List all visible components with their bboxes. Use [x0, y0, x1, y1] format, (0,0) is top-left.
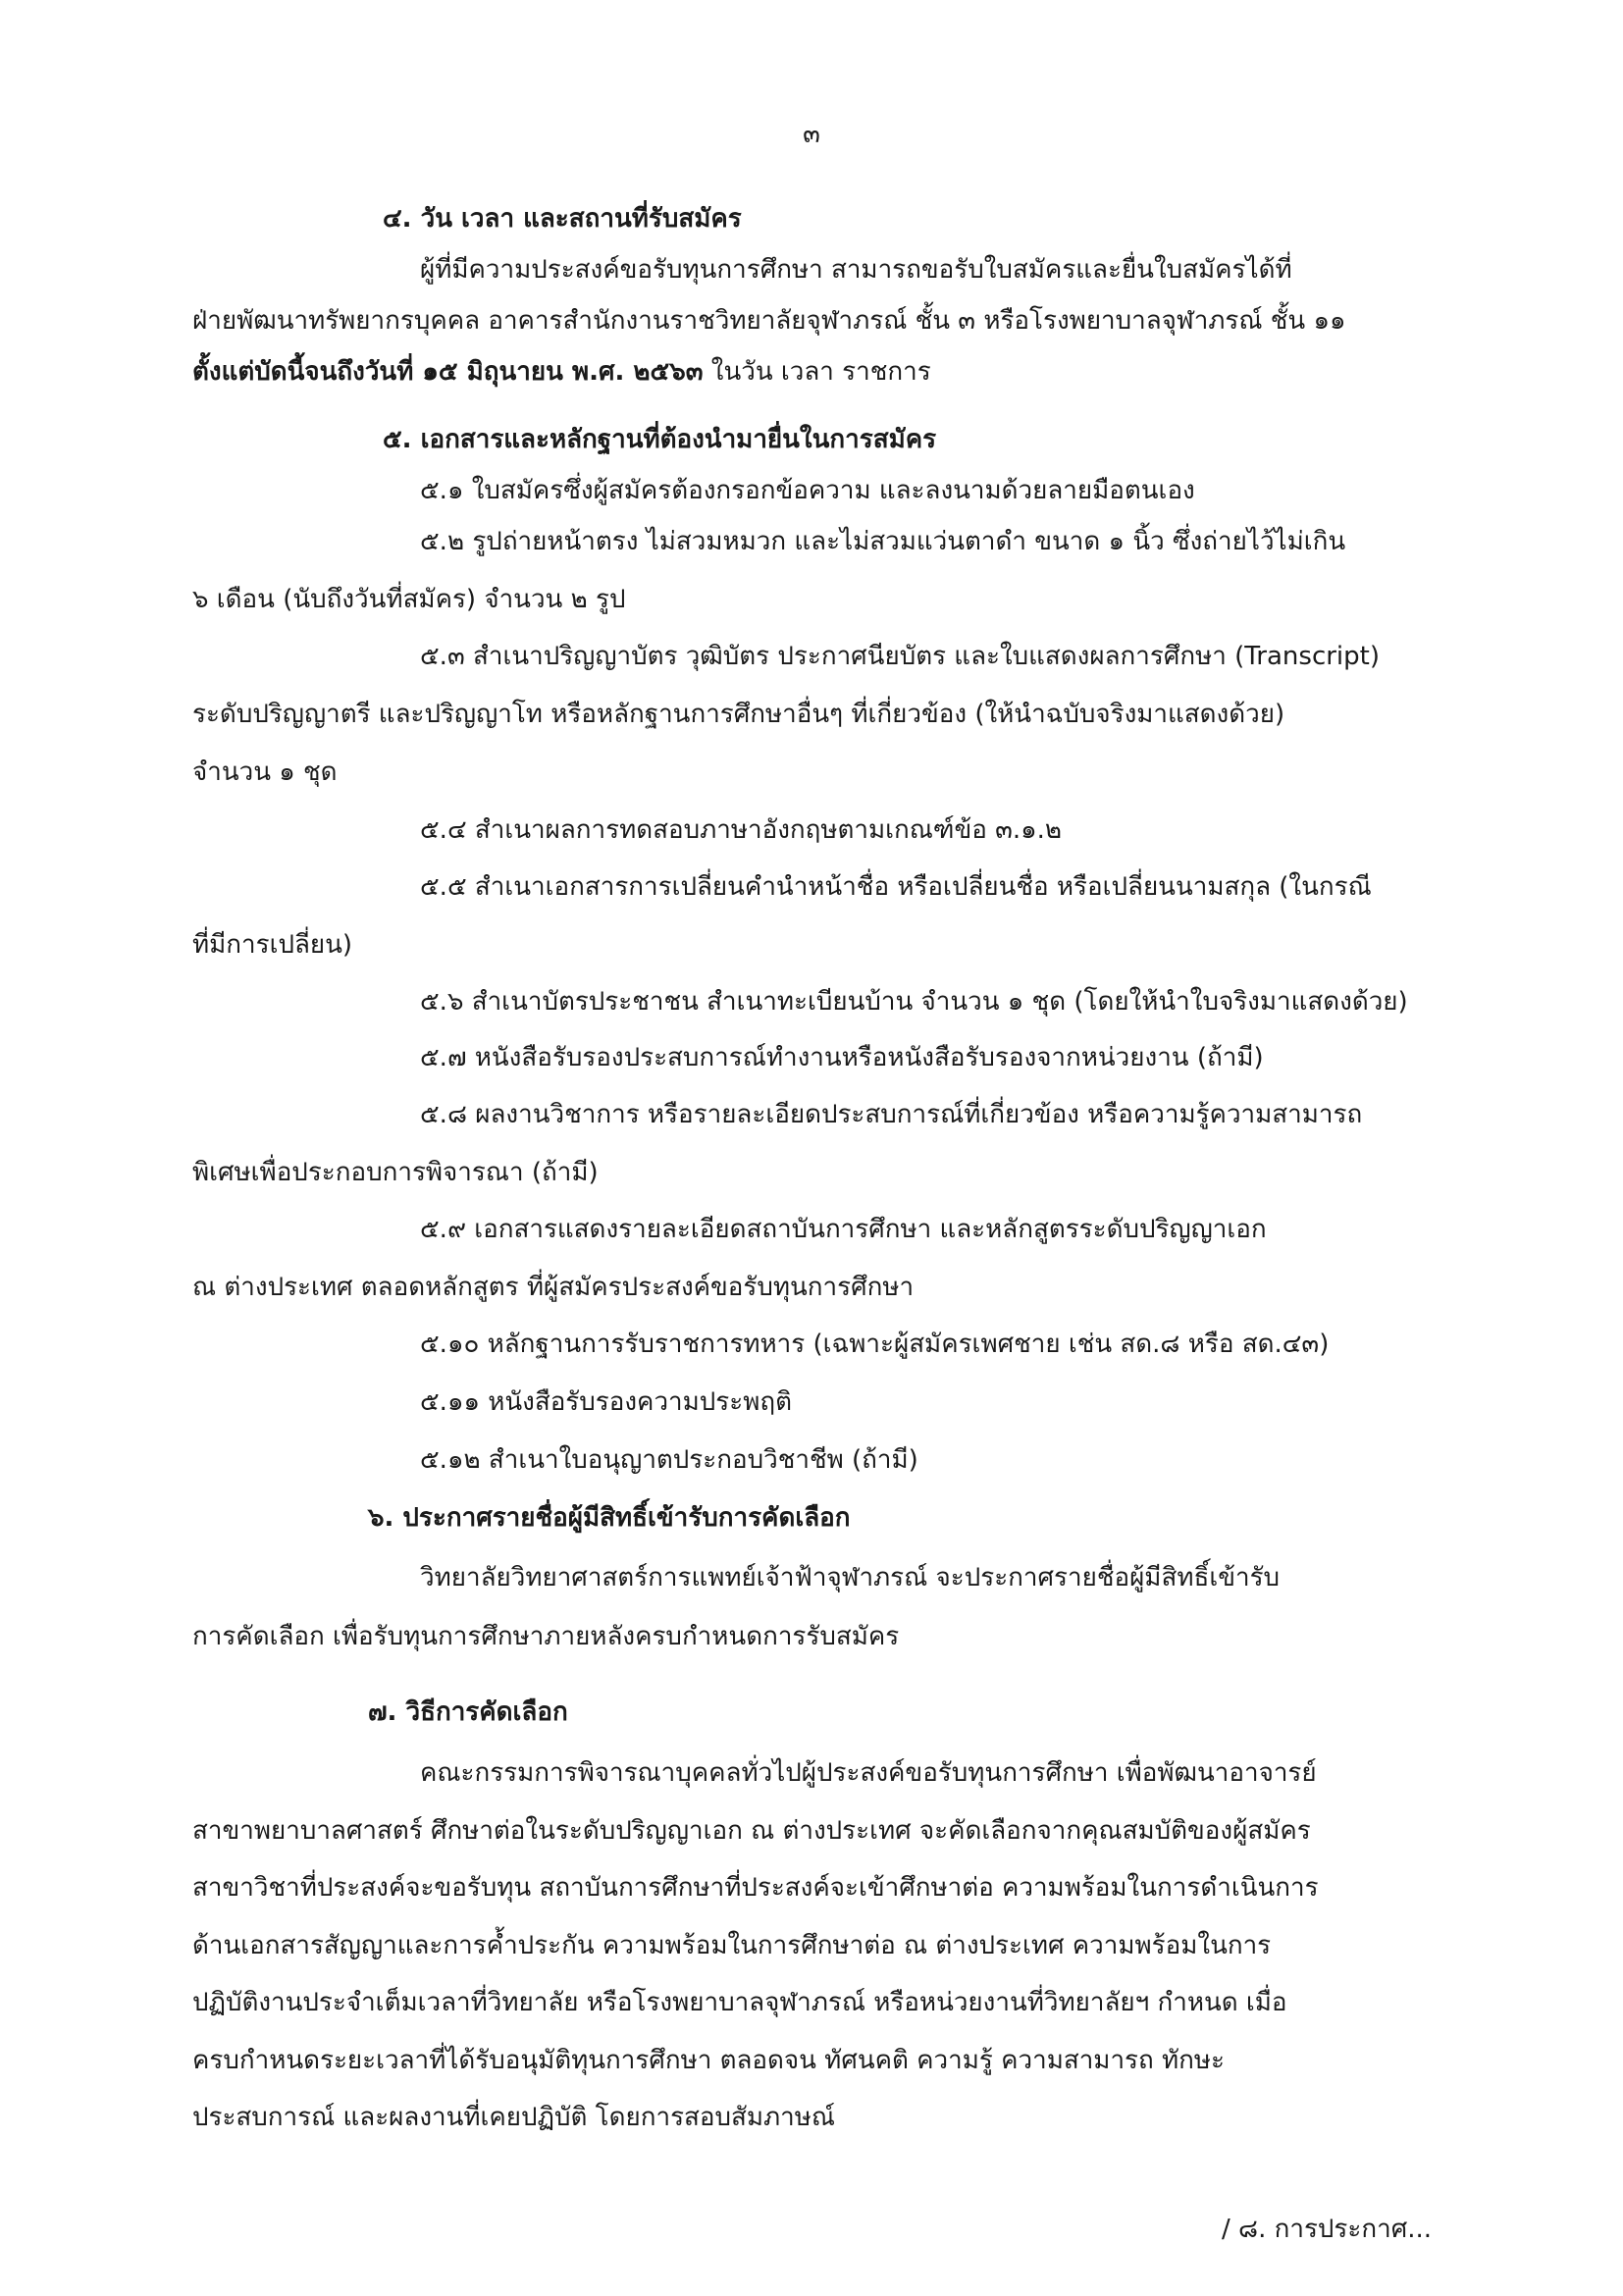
item-5-6: ๕.๖ สำเนาบัตรประชาชน สำเนาทะเบียนบ้าน จำนวน ๑ ชุด (โดยให้นำใบจริงมาแสดงด้วย): [420, 987, 1408, 1017]
item-5-9-line-1: ๕.๙ เอกสารแสดงรายละเอียดสถาบันการศึกษา และหลักสูตรระดับปริญญาเอก: [420, 1215, 1267, 1244]
section-4-line-3: [192, 354, 931, 390]
item-5-3-line-2: ระดับปริญญาตรี และปริญญาโท หรือหลักฐานการศึกษาอื่นๆ ที่เกี่ยวข้อง (ให้นำฉบับจริงมาแสดงด้วย): [192, 700, 1285, 729]
item-5-2-line-2: ๖ เดือน (นับถึงวันที่สมัคร) จำนวน ๒ รูป: [192, 585, 626, 614]
item-5-9-line-2: ณ ต่างประเทศ ตลอดหลักสูตร ที่ผู้สมัครประสงค์ขอรับทุนการศึกษา: [192, 1273, 915, 1302]
item-5-8-line-1: ๕.๘ ผลงานวิชาการ หรือรายละเอียดประสบการณ์ที่เกี่ยวข้อง หรือความรู้ความสามารถ: [420, 1100, 1363, 1129]
section-7-line-3: สาขาวิชาที่ประสงค์จะขอรับทุน สถาบันการศึกษาที่ประสงค์จะเข้าศึกษาต่อ ความพร้อมในการดำเนินการ: [192, 1873, 1319, 1903]
section-7-heading: ๗. วิธีการคัดเลือก: [368, 1697, 568, 1727]
item-5-12: ๕.๑๒ สำเนาใบอนุญาตประกอบวิชาชีพ (ถ้ามี): [420, 1445, 918, 1475]
section-7-line-1: คณะกรรมการพิจารณาบุคคลทั่วไปผู้ประสงค์ขอรับทุนการศึกษา เพื่อพัฒนาอาจารย์: [420, 1758, 1317, 1788]
page-number: ๓: [803, 120, 820, 149]
section-7-line-6: ครบกำหนดระยะเวลาที่ได้รับอนุมัติทุนการศึกษา ตลอดจน ทัศนคติ ความรู้ ความสามารถ ทักษะ: [192, 2046, 1225, 2075]
section-7-line-2: สาขาพยาบาลศาสตร์ ศึกษาต่อในระดับปริญญาเอก ณ ต่างประเทศ จะคัดเลือกจากคุณสมบัติของผู้สมัคร: [192, 1816, 1311, 1846]
item-5-11: ๕.๑๑ หนังสือรับรองความประพฤติ: [420, 1387, 792, 1417]
continuation-note: / ๘. การประกาศ...: [1222, 2215, 1432, 2244]
item-5-1: ๕.๑ ใบสมัครซึ่งผู้สมัครต้องกรอกข้อความ และลงนามด้วยลายมือตนเอง: [420, 476, 1195, 505]
section-7-line-5: ปฏิบัติงานประจำเต็มเวลาที่วิทยาลัย หรือโรงพยาบาลจุฬาภรณ์ หรือหน่วยงานที่วิทยาลัยฯ กำหนด เมื่อ: [192, 1988, 1287, 2017]
section-6-line-2: การคัดเลือก เพื่อรับทุนการศึกษาภายหลังครบกำหนดการรับสมัคร: [192, 1622, 900, 1651]
section-4-heading: ๔. วัน เวลา และสถานที่รับสมัคร: [383, 204, 742, 234]
item-5-4: ๕.๔ สำเนาผลการทดสอบภาษาอังกฤษตามเกณฑ์ข้อ ๓.๑.๒: [420, 815, 1063, 845]
section-4-line-1: ผู้ที่มีความประสงค์ขอรับทุนการศึกษา สามารถขอรับใบสมัครและยื่นใบสมัครได้ที่: [420, 255, 1292, 285]
item-5-5-line-2: ที่มีการเปลี่ยน): [192, 930, 353, 960]
item-5-8-line-2: พิเศษเพื่อประกอบการพิจารณา (ถ้ามี): [192, 1158, 599, 1187]
section-6-line-1: วิทยาลัยวิทยาศาสตร์การแพทย์เจ้าฟ้าจุฬาภรณ์ จะประกาศรายชื่อผู้มีสิทธิ์เข้ารับ: [420, 1563, 1281, 1592]
item-5-3-line-3: จำนวน ๑ ชุด: [192, 757, 338, 787]
section-4-line-2: ฝ่ายพัฒนาทรัพยากรบุคคล อาคารสำนักงานราชวิทยาลัยจุฬาภรณ์ ชั้น ๓ หรือโรงพยาบาลจุฬาภรณ์ ชั้น ๑๑: [192, 306, 1346, 336]
item-5-10: ๕.๑๐ หลักฐานการรับราชการทหาร (เฉพาะผู้สมัครเพศชาย เช่น สด.๘ หรือ สด.๔๓): [420, 1330, 1330, 1359]
item-5-5-line-1: ๕.๕ สำเนาเอกสารการเปลี่ยนคำนำหน้าชื่อ หรือเปลี่ยนชื่อ หรือเปลี่ยนนามสกุล (ในกรณี: [420, 872, 1372, 902]
item-5-3-line-1: ๕.๓ สำเนาปริญญาบัตร วุฒิบัตร ประกาศนียบัตร และใบแสดงผลการศึกษา (Transcript): [420, 642, 1380, 671]
office-hours-text: ในวัน เวลา ราชการ: [703, 357, 931, 387]
item-5-2-line-1: ๕.๒ รูปถ่ายหน้าตรง ไม่สวมหมวก และไม่สวมแว่นตาดำ ขนาด ๑ นิ้ว ซึ่งถ่ายไว้ไม่เกิน: [420, 527, 1346, 556]
section-6-heading: ๖. ประกาศรายชื่อผู้มีสิทธิ์เข้ารับการคัดเลือก: [368, 1503, 851, 1533]
item-5-7: ๕.๗ หนังสือรับรองประสบการณ์ทำงานหรือหนังสือรับรองจากหน่วยงาน (ถ้ามี): [420, 1043, 1264, 1072]
section-5-heading: ๕. เอกสารและหลักฐานที่ต้องนำมายื่นในการสมัคร: [383, 425, 937, 454]
section-7-line-4: ด้านเอกสารสัญญาและการค้ำประกัน ความพร้อมในการศึกษาต่อ ณ ต่างประเทศ ความพร้อมในการ: [192, 1931, 1272, 1960]
section-7-line-7: ประสบการณ์ และผลงานที่เคยปฏิบัติ โดยการสอบสัมภาษณ์: [192, 2103, 836, 2132]
application-deadline: ตั้งแต่บัดนี้จนถึงวันที่ ๑๕ มิถุนายน พ.ศ. ๒๕๖๓: [192, 357, 704, 387]
